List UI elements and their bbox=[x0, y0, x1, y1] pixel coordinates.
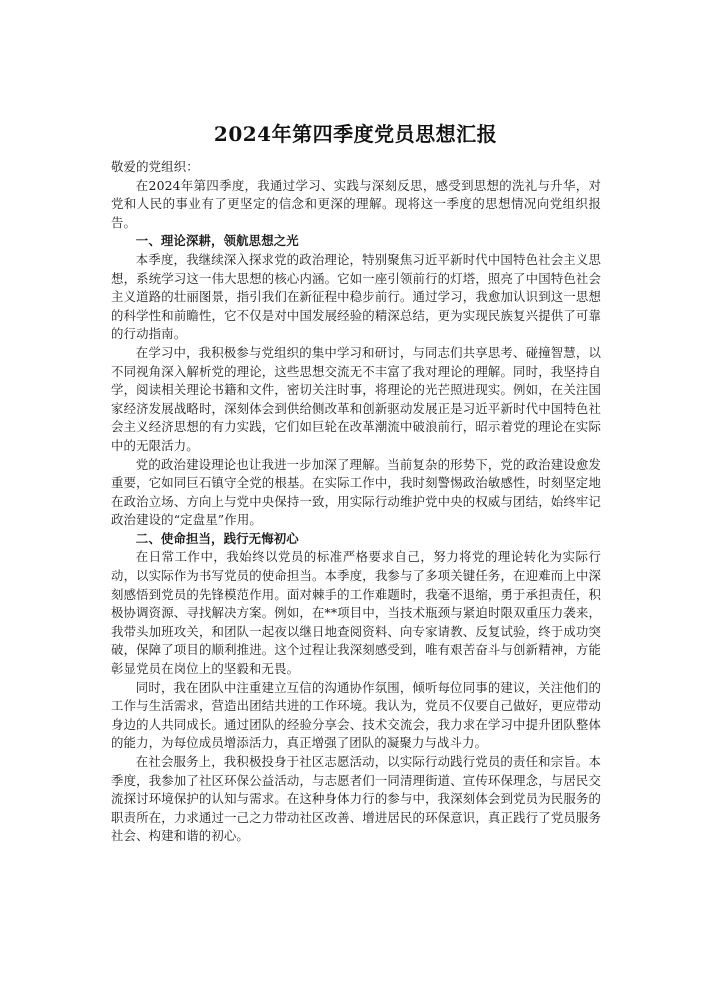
salutation: 敬爱的党组织： bbox=[111, 159, 199, 174]
paragraph: 本季度，我继续深入探求党的政治理论，特别聚焦习近平新时代中国特色社会主义思想，系统学习这一伟大思想的核心内涵。它如一座引领前行的灯塔，照亮了中国特色社会主义道路的壮丽图景，指引我们在新征程中稳步前行。通过学习，我愈加认识到这一思想的科学性和前瞻性，它不仅是对中国发展经验的精深总结，更为实现民族复兴提供了可靠的行动指南。 bbox=[111, 251, 601, 342]
paragraph: 在学习中，我积极参与党组织的集中学习和研讨，与同志们共享思考、碰撞智慧，以不同视角深入解析党的理论，这些思想交流无不丰富了我对理论的理解。同时，我坚持自学，阅读相关理论书籍和文件，密切关注时事，将理论的光芒照进现实。例如，在关注国家经济发展战略时，深刻体会到供给侧改革和创新驱动发展正是习近平新时代中国特色社会主义经济思想的有力实践，它们如巨轮在改革潮流中破浪前行，昭示着党的理论在实际中的无限活力。 bbox=[111, 344, 601, 453]
document-title: 2024年第四季度党员思想汇报 bbox=[213, 122, 498, 146]
paragraph: 在社会服务上，我积极投身于社区志愿活动，以实际行动践行党员的责任和宗旨。本季度，我参加了社区环保公益活动，与志愿者们一同清理街道、宣传环保理念，与居民交流探讨环境保护的认知与需求。在这种身体力行的参与中，我深刻体会到党员为民服务的职责所在，力求通过一己之力带动社区改善、增进居民的环保意识，真正践行了党员服务社会、构建和谐的初心。 bbox=[111, 754, 601, 844]
paragraph: 党的政治建设理论也让我进一步加深了理解。当前复杂的形势下，党的政治建设愈发重要，它如同巨石镇守全党的根基。在实际工作中，我时刻警惕政治敏感性，时刻坚定地在政治立场、方向上与党中央保持一致，用实际行动维护党中央的权威与团结，始终牢记政治建设的“定盘星”作用。 bbox=[111, 456, 601, 528]
intro-paragraph: 在2024年第四季度，我通过学习、实践与深刻反思，感受到思想的洗礼与升华，对党和人民的事业有了更坚定的信念和更深的理解。现将这一季度的思想情况向党组织报告。 bbox=[111, 177, 601, 230]
paragraph: 在日常工作中，我始终以党员的标准严格要求自己，努力将党的理论转化为实际行动，以实际作为书写党员的使命担当。本季度，我参与了多项关键任务，在迎难而上中深刻感悟到党员的先锋模范作用。面对棘手的工作难题时，我毫不退缩，勇于承担责任，积极协调资源、寻找解决方案。例如，在**项目中，当技术瓶颈与紧迫时限双重压力袭来，我带头加班攻关，和团队一起夜以继日地查阅资料、向专家请教、反复试验，终于成功突破，保障了项目的顺利推进。这个过程让我深刻感受到，唯有艰苦奋斗与创新精神，方能彰显党员在岗位上的坚毅和无畏。 bbox=[111, 549, 601, 677]
section-heading-1: 一、理论深耕，领航思想之光 bbox=[135, 233, 299, 249]
paragraph: 同时，我在团队中注重建立互信的沟通协作氛围，倾听每位同事的建议，关注他们的工作与生活需求，营造出团结共进的工作环境。我认为，党员不仅要自己做好，更应带动身边的人共同成长。通过团队的经验分享会、技术交流会，我力求在学习中提升团队整体的能力，为每位成员增添活力，真正增强了团队的凝聚力与战斗力。 bbox=[111, 679, 601, 751]
document-body bbox=[111, 158, 601, 846]
section-heading-2: 二、使命担当，践行无悔初心 bbox=[135, 530, 299, 546]
